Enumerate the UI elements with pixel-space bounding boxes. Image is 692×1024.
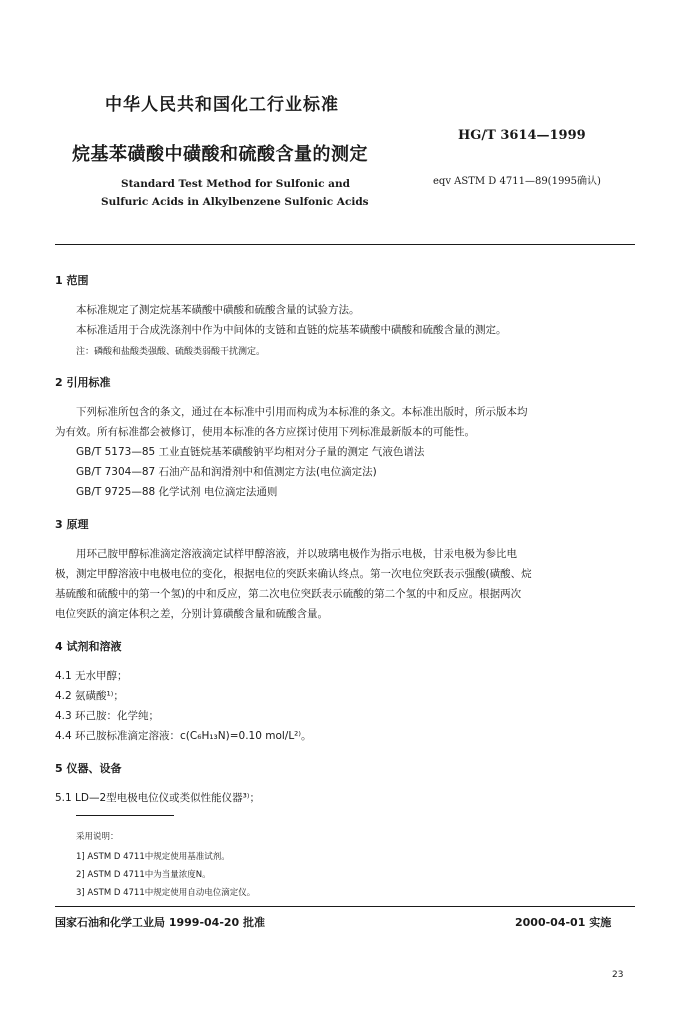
reference-item: GB/T 9725—88 化学试剂 电位滴定法通则 [76,486,278,498]
section-3-heading: 3 原理 [55,518,89,531]
document-title: 烷基苯磺酸中磺酸和硫酸含量的测定 [72,144,368,165]
section-1-note: 注：磷酸和盐酸类强酸、硫酸类弱酸干扰测定。 [76,347,266,357]
footnote-item: 3] ASTM D 4711中规定使用自动电位滴定仪。 [76,888,256,898]
reagent-item: 4.4 环己胺标准滴定溶液：c(C₆H₁₃N)=0.10 mol/L²⁾。 [55,730,312,742]
effective-date: 2000-04-01 实施 [515,916,612,929]
english-title-line-1: Standard Test Method for Sulfonic and [121,178,350,190]
footer-divider [55,906,635,907]
english-title-line-2: Sulfuric Acids in Alkylbenzene Sulfonic Acids [101,196,369,208]
footnote-divider [76,815,174,816]
footnote-item: 2] ASTM D 4711中为当量浓度N。 [76,870,211,880]
reagent-item: 4.1 无水甲醇； [55,670,128,682]
section-4-heading: 4 试剂和溶液 [55,640,122,653]
header-divider [55,244,635,245]
reference-item: GB/T 5173—85 工业直链烷基苯磺酸钠平均相对分子量的测定 气液色谱法 [76,446,425,458]
reagent-item: 4.3 环己胺：化学纯； [55,710,160,722]
page-number: 23 [612,970,624,980]
section-5-heading: 5 仪器、设备 [55,762,122,775]
equipment-item: 5.1 LD—2型电极电位仪或类似性能仪器³⁾； [55,792,260,804]
section-3-line: 电位突跃的滴定体积之差，分别计算磺酸含量和硫酸含量。 [55,608,328,620]
standard-number: HG/T 3614—1999 [458,128,586,143]
section-3-line: 极，测定甲醇溶液中电极电位的变化，根据电位的突跃来确认终点。第一次电位突跃表示强酸(磺酸、烷 [55,568,532,580]
section-1-para-1: 本标准规定了测定烷基苯磺酸中磺酸和硫酸含量的试验方法。 [76,304,360,316]
section-3-line: 用环己胺甲醇标准滴定溶液滴定试样甲醇溶液，并以玻璃电极作为指示电极，甘汞电极为参比电 [76,548,517,560]
section-1-heading: 1 范围 [55,274,89,287]
section-2-para-1: 下列标准所包含的条文，通过在本标准中引用而构成为本标准的条文。本标准出版时，所示版本均 [76,406,528,418]
reference-item: GB/T 7304—87 石油产品和润滑剂中和值测定方法(电位滴定法) [76,466,377,478]
footnote-item: 1] ASTM D 4711中规定使用基准试剂。 [76,852,230,862]
footnote-title: 采用说明： [76,832,119,842]
section-2-heading: 2 引用标准 [55,376,111,389]
section-1-para-2: 本标准适用于合成洗涤剂中作为中间体的支链和直链的烷基苯磺酸中磺酸和硫酸含量的测定。 [76,324,507,336]
section-3-line: 基硫酸和硫酸中的第一个氢)的中和反应，第二次电位突跃表示硫酸的第二个氢的中和反应。根据两次 [55,588,522,600]
reagent-item: 4.2 氨磺酸¹⁾； [55,690,124,702]
industry-title: 中华人民共和国化工行业标准 [105,95,339,115]
equivalence-note: eqv ASTM D 4711—89(1995确认) [433,176,601,187]
approval-statement: 国家石油和化学工业局 1999-04-20 批准 [55,916,266,929]
section-2-para-2: 为有效。所有标准都会被修订，使用本标准的各方应探讨使用下列标准最新版本的可能性。 [55,426,475,438]
